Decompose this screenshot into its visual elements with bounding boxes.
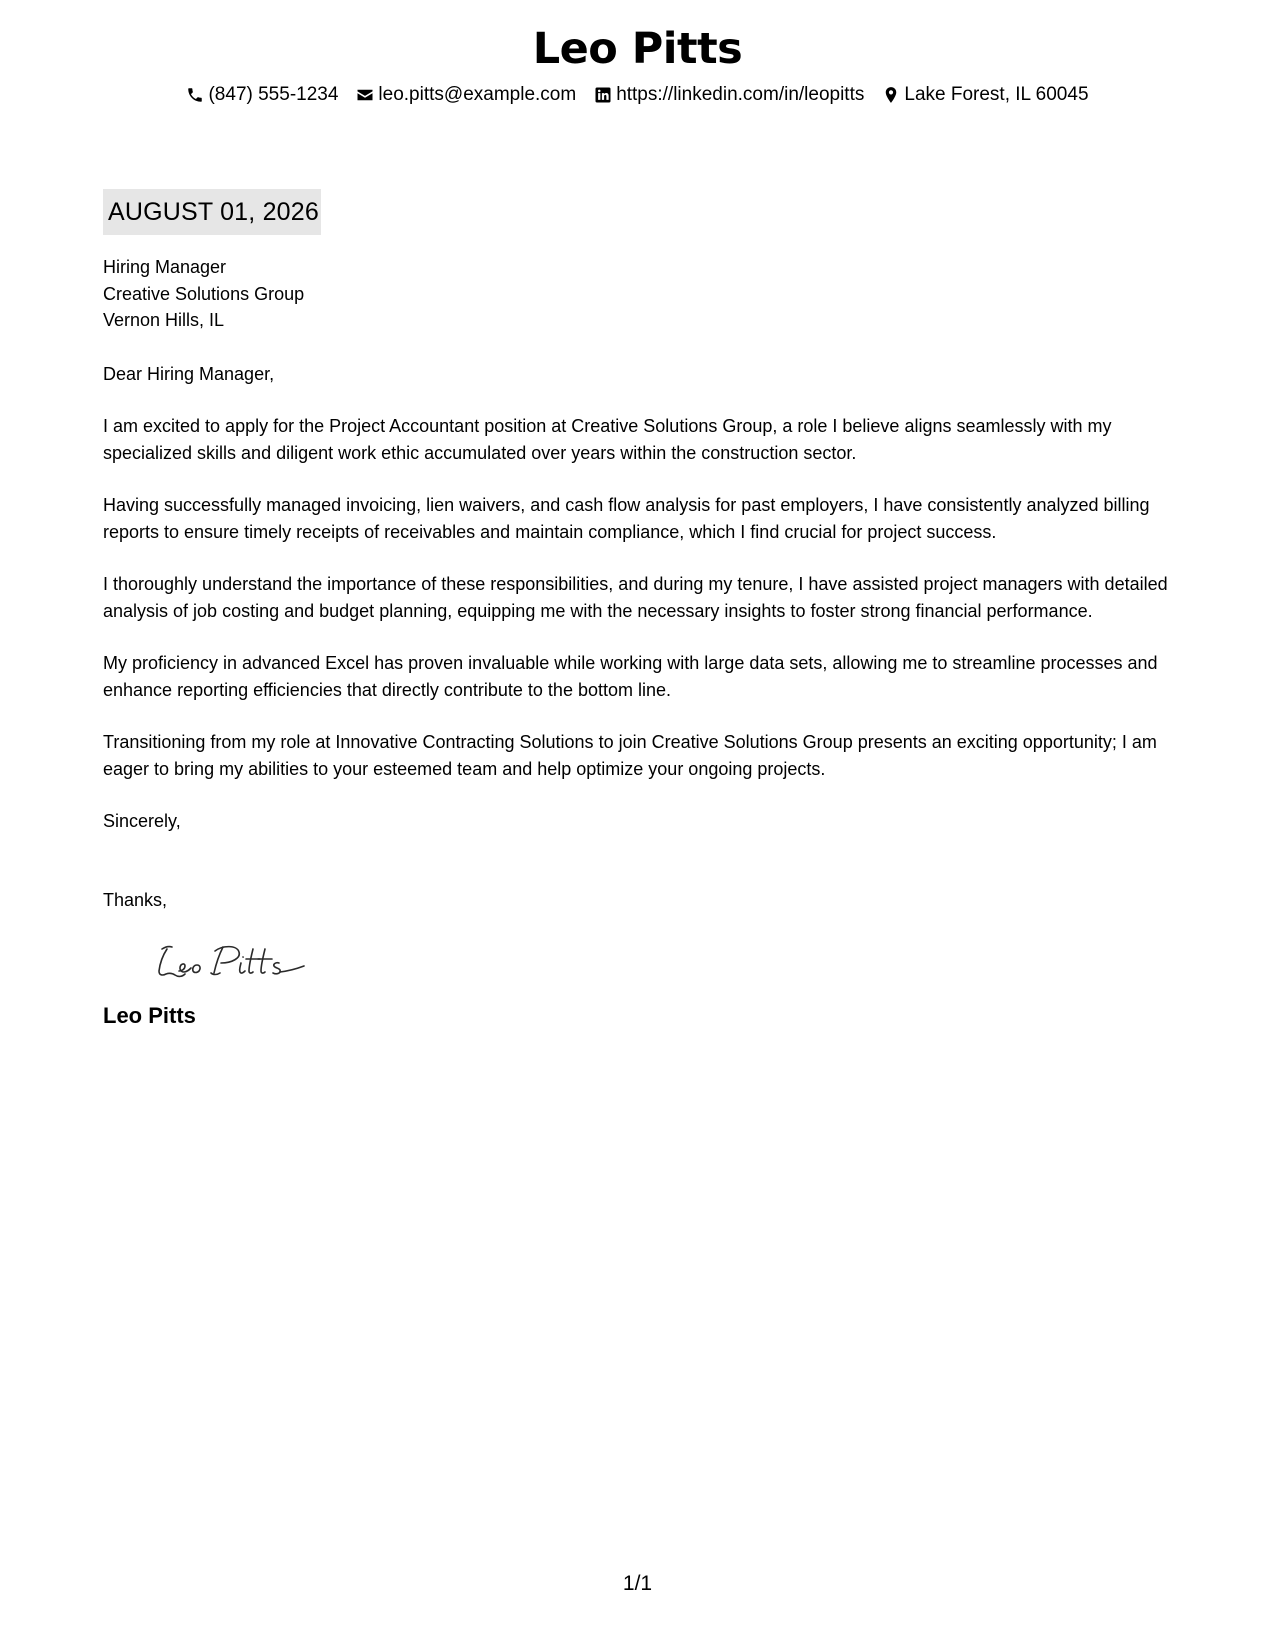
envelope-icon — [356, 86, 374, 104]
letter-date: AUGUST 01, 2026 — [103, 189, 321, 235]
recipient-company: Creative Solutions Group — [103, 283, 305, 304]
linkedin-url[interactable]: https://linkedin.com/in/leopitts — [616, 84, 865, 105]
handwritten-signature — [153, 935, 313, 987]
letter-body — [103, 189, 1178, 1031]
body-paragraph: I thoroughly understand the importance of these responsibilities, and during my tenure, I have assisted project managers with detailed analysis of job costing and budget planning, equipping me with the necessary insights to foster strong financial performance. — [103, 574, 1168, 621]
recipient-block — [103, 254, 1178, 334]
recipient-title: Hiring Manager — [103, 257, 227, 277]
location-text: Lake Forest, IL 60045 — [904, 84, 1089, 105]
body-paragraph: Transitioning from my role at Innovative Contracting Solutions to join Creative Solutions Group presents an exciting opportunity; I am eager to bring my abilities to your esteemed team and help optimize your ongoing projects. — [103, 732, 1157, 779]
body-paragraph: I am excited to apply for the Project Accountant position at Creative Solutions Group, a role I believe aligns seamlessly with my specialized skills and diligent work ethic accumulated over years within the construction sector. — [103, 416, 1112, 463]
linkedin-icon — [594, 86, 612, 104]
body-paragraph: My proficiency in advanced Excel has proven invaluable while working with large data sets, allowing me to streamline processes and enhance reporting efficiencies that directly contribute to the bottom line. — [103, 653, 1158, 700]
applicant-name: Leo Pitts — [532, 24, 743, 74]
recipient-location: Vernon Hills, IL — [103, 310, 225, 330]
email-address[interactable]: leo.pitts@example.com — [378, 84, 577, 105]
salutation: Dear Hiring Manager, — [103, 363, 275, 384]
contact-linkedin[interactable] — [594, 82, 864, 108]
phone-number: (847) 555-1234 — [208, 84, 339, 105]
contact-email[interactable] — [356, 82, 576, 108]
body-paragraph: Having successfully managed invoicing, lien waivers, and cash flow analysis for past employers, I have consistently analyzed billing reports to ensure timely receipts of receivables and maintain compliance, which I find crucial for project success. — [103, 495, 1150, 542]
map-pin-icon — [882, 86, 900, 104]
phone-icon — [186, 86, 204, 104]
letter-header — [0, 22, 1275, 108]
closing: Sincerely, — [103, 811, 181, 831]
contact-info — [0, 82, 1275, 108]
contact-location — [882, 82, 1088, 108]
signer-name: Leo Pitts — [103, 1003, 196, 1028]
contact-phone — [186, 82, 338, 108]
page-number: 1/1 — [622, 1572, 653, 1595]
thanks-line: Thanks, — [103, 889, 168, 910]
